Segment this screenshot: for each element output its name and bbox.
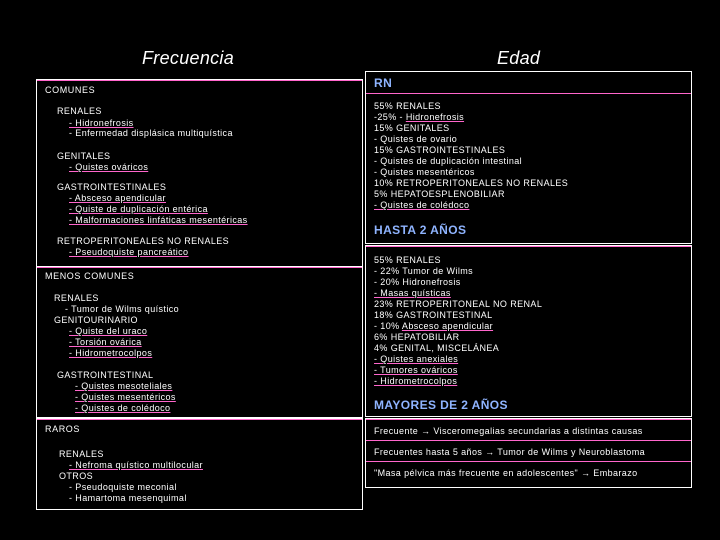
- panel-mayores-2: [365, 418, 692, 488]
- list-item[interactable]: - Absceso apendicular: [69, 193, 166, 203]
- note-wilms-neuroblastoma: Frecuentes hasta 5 años → Tumor de Wilms y Neuroblastoma: [374, 447, 646, 457]
- panel-menos-comunes: [36, 266, 363, 418]
- list-item: 4% GENITAL, MISCELÁNEA: [374, 343, 500, 353]
- list-item[interactable]: - Quistes de colédoco: [374, 200, 470, 210]
- group-retro: RETROPERITONEALES NO RENALES: [57, 236, 230, 246]
- note-embarazo: "Masa pélvica más frecuente en adolescentes" → Embarazo: [374, 468, 638, 478]
- panel-comunes: [36, 79, 363, 267]
- list-item: - Hamartoma mesenquimal: [69, 493, 187, 503]
- list-item: -25% - Hidronefrosis: [374, 112, 465, 122]
- list-item[interactable]: - Quistes ováricos: [69, 162, 149, 172]
- list-item[interactable]: - Quistes mesoteliales: [75, 381, 173, 391]
- list-item[interactable]: - Quiste de duplicación entérica: [69, 204, 208, 214]
- list-item[interactable]: - Masas quísticas: [374, 288, 451, 298]
- list-item: - Tumor de Wilms quístico: [65, 304, 180, 314]
- heading-frecuencia: Frecuencia: [142, 48, 235, 68]
- panel-raros: [36, 418, 363, 510]
- section-menos-comunes: MENOS COMUNES: [45, 271, 135, 281]
- list-item[interactable]: - Quistes mesentéricos: [75, 392, 176, 402]
- section-hasta-2: HASTA 2 AÑOS: [374, 223, 467, 237]
- section-comunes: COMUNES: [45, 85, 96, 95]
- group-r-otros: OTROS: [59, 471, 94, 481]
- list-item[interactable]: - Quistes anexiales: [374, 354, 459, 364]
- list-item: 10% RETROPERITONEALES NO RENALES: [374, 178, 569, 188]
- list-item: - 22% Tumor de Wilms: [374, 266, 474, 276]
- group-genitales: GENITALES: [57, 151, 111, 161]
- list-item: - Quistes de duplicación intestinal: [374, 156, 523, 166]
- link-hidronefrosis[interactable]: Hidronefrosis: [405, 112, 465, 122]
- list-item: 55% RENALES: [374, 101, 441, 111]
- heading-edad: Edad: [497, 48, 541, 68]
- list-item: 15% GASTROINTESTINALES: [374, 145, 506, 155]
- section-mayores-2: MAYORES DE 2 AÑOS: [374, 398, 508, 412]
- list-item[interactable]: - Tumores ováricos: [374, 365, 458, 375]
- panel-rn: [365, 71, 692, 244]
- list-item[interactable]: - Nefroma quístico multilocular: [69, 460, 203, 470]
- list-item[interactable]: - Hidronefrosis: [69, 118, 134, 128]
- list-item: 23% RETROPERITONEAL NO RENAL: [374, 299, 543, 309]
- list-item[interactable]: - Quiste del uraco: [69, 326, 148, 336]
- list-item: 5% HEPATOESPLENOBILIAR: [374, 189, 505, 199]
- list-item: 55% RENALES: [374, 255, 441, 265]
- list-item: 6% HEPATOBILIAR: [374, 332, 460, 342]
- list-item[interactable]: - Hidrometrocolpos: [374, 376, 458, 386]
- panel-hasta-2: [365, 245, 692, 417]
- list-item[interactable]: - Quistes de colédoco: [75, 403, 171, 413]
- list-item: 15% GENITALES: [374, 123, 450, 133]
- link-absceso-apendicular[interactable]: Absceso apendicular: [401, 321, 494, 331]
- list-item: - 20% Hidronefrosis: [374, 277, 461, 287]
- list-item[interactable]: - Malformaciones linfáticas mesentéricas: [69, 215, 248, 225]
- group-mc-renales: RENALES: [54, 293, 99, 303]
- group-mc-genito: GENITOURINARIO: [54, 315, 138, 325]
- list-item[interactable]: - Hidrometrocolpos: [69, 348, 153, 358]
- section-rn: RN: [374, 76, 393, 90]
- list-item: - 10% Absceso apendicular: [374, 321, 494, 331]
- section-raros: RAROS: [45, 424, 81, 434]
- group-r-renales: RENALES: [59, 449, 104, 459]
- list-item: - Pseudoquiste meconial: [69, 482, 177, 492]
- group-renales: RENALES: [57, 106, 102, 116]
- list-item[interactable]: - Pseudoquiste pancreático: [69, 247, 189, 257]
- list-item: - Enfermedad displásica multiquística: [69, 128, 233, 138]
- list-item[interactable]: - Torsión ovárica: [69, 337, 142, 347]
- list-item: - Quistes de ovario: [374, 134, 458, 144]
- list-item: 18% GASTROINTESTINAL: [374, 310, 493, 320]
- list-item: - Quistes mesentéricos: [374, 167, 475, 177]
- group-mc-gastro: GASTROINTESTINAL: [57, 370, 154, 380]
- note-visceromegalias: Frecuente → Visceromegalias secundarias a distintas causas: [374, 426, 643, 436]
- group-gastro: GASTROINTESTINALES: [57, 182, 167, 192]
